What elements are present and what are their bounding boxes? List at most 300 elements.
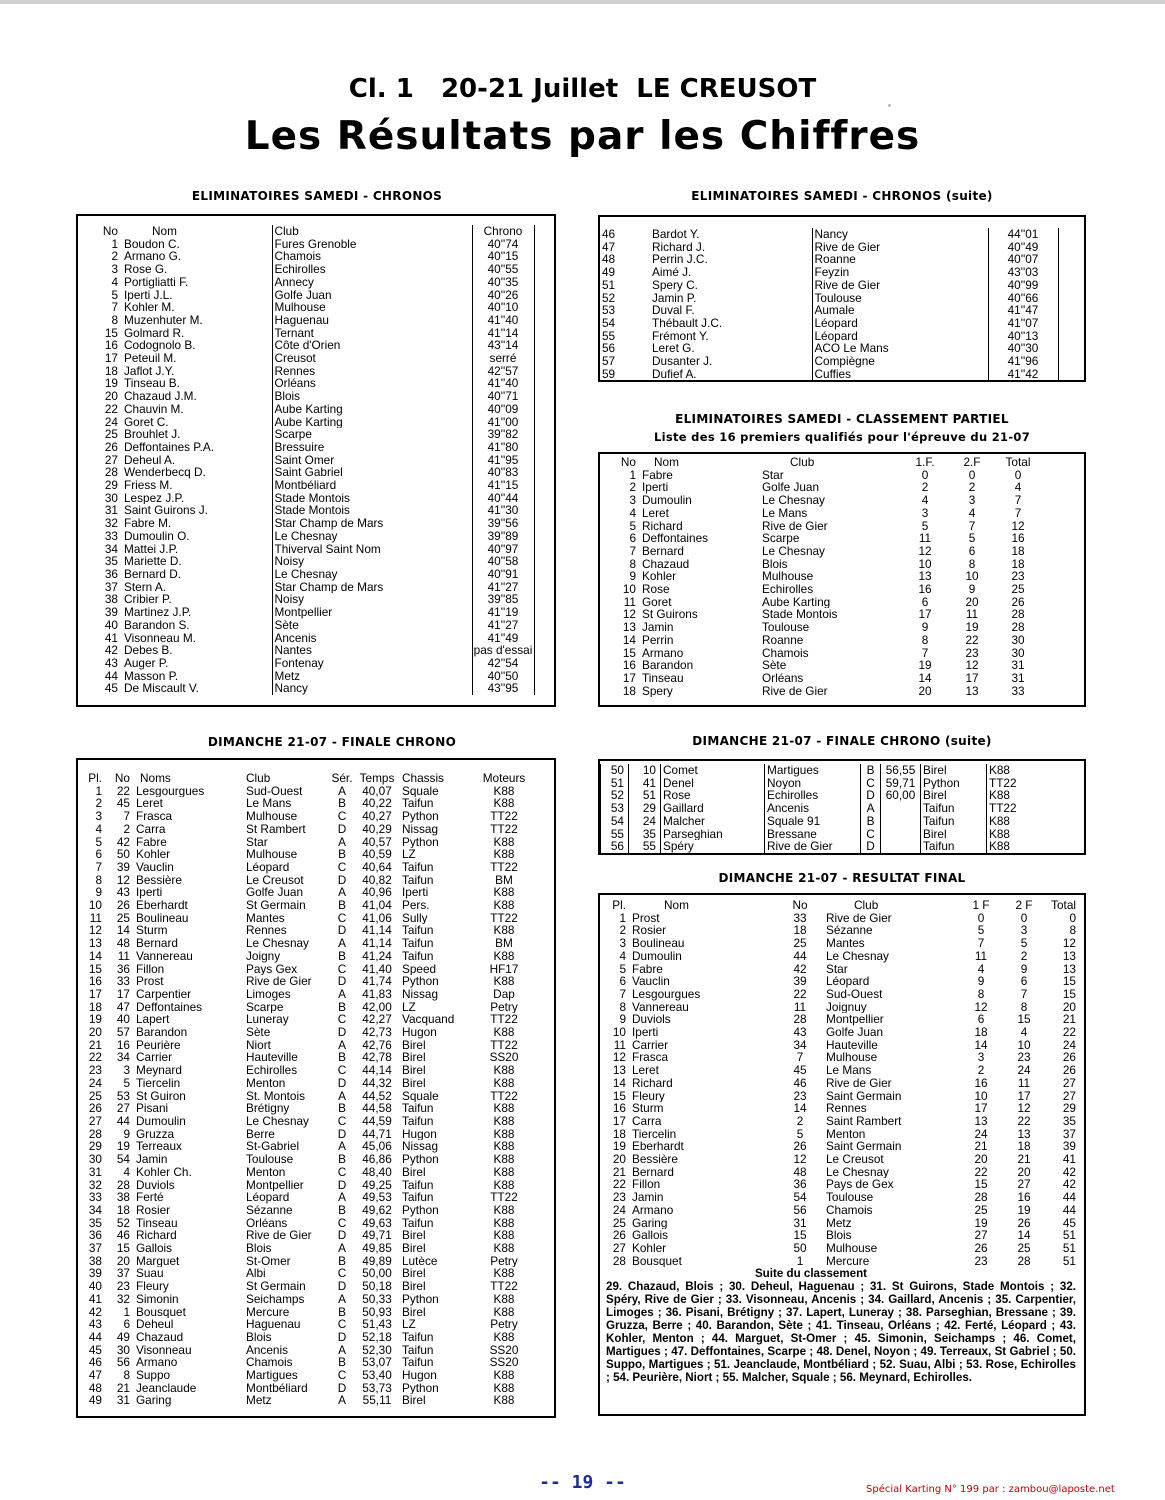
- page-title: Les Résultats par les Chiffres: [244, 114, 921, 159]
- table-row: [78, 1382, 554, 1395]
- table-row: [600, 1153, 1084, 1166]
- table-row: [78, 1051, 554, 1064]
- table-cell: Sully: [402, 911, 428, 925]
- table-cell: 14: [1017, 1229, 1031, 1242]
- table-cell: 44: [88, 1330, 102, 1344]
- table-cell: 20: [974, 1153, 988, 1166]
- table-row: [78, 606, 554, 619]
- table-cell: 11: [613, 1038, 626, 1052]
- table-cell: K88: [493, 1229, 515, 1243]
- table-cell: Ancenis: [765, 802, 861, 815]
- print-speck: [888, 104, 891, 107]
- table-cell: 25: [974, 1203, 988, 1217]
- table-cell: Carra: [632, 1114, 662, 1128]
- table-cell: Sète: [246, 1026, 271, 1039]
- table-cell: 43''95: [472, 682, 534, 695]
- table-cell: 6: [1020, 975, 1028, 988]
- table-row: [78, 924, 554, 937]
- table-cell: Ancenis: [246, 1343, 288, 1357]
- table-row: [78, 352, 554, 365]
- table-row: [600, 1064, 1084, 1077]
- table-cell: 8: [629, 557, 636, 571]
- table-cell: 49: [88, 1394, 102, 1408]
- table-row: [78, 670, 554, 683]
- table-row: [78, 593, 554, 606]
- table-cell: 54: [793, 1191, 807, 1204]
- table-row: [600, 1001, 1084, 1014]
- table-cell: 48: [793, 1165, 807, 1179]
- table-cell: St-Gabriel: [246, 1140, 300, 1154]
- table-row: [600, 355, 1084, 368]
- table-cell: Friess M.: [124, 479, 173, 492]
- table-cell: 18: [104, 364, 118, 378]
- table-cell: Leret G.: [652, 342, 695, 356]
- table-cell: Le Mans: [246, 797, 292, 811]
- table-cell: Noisy: [272, 555, 472, 568]
- table-cell: 20: [1062, 1000, 1076, 1014]
- table-cell: Bressane: [765, 828, 861, 841]
- table-cell: SS20: [489, 1343, 519, 1357]
- table-row: [600, 330, 1084, 343]
- table-cell-spacer: [1058, 368, 1084, 381]
- table-cell: 20: [104, 390, 118, 403]
- table-cell: Echirolles: [272, 263, 472, 276]
- table-cell: Lesgourgues: [136, 784, 205, 798]
- table-cell: Duviols: [136, 1178, 175, 1192]
- table-cell: 55: [629, 840, 661, 853]
- table-cell: 25: [1011, 583, 1025, 596]
- table-cell: K88: [987, 789, 1049, 802]
- table-cell: SS20: [489, 1051, 519, 1065]
- table-cell: 40''35: [472, 276, 534, 289]
- table-cell: Chamois: [272, 250, 472, 263]
- table-cell: 8: [1069, 924, 1076, 938]
- table-cell: 44: [793, 949, 807, 963]
- table-cell: C: [337, 1013, 347, 1027]
- table-cell: 44: [1062, 1191, 1076, 1204]
- table-cell: 46: [88, 1356, 102, 1370]
- table-cell: 41: [104, 631, 118, 645]
- table-cell: C: [337, 911, 347, 925]
- table-cell: 42: [1062, 1178, 1076, 1192]
- table-cell: Peurière: [136, 1038, 181, 1052]
- table-cell: 42,27: [362, 1013, 392, 1027]
- table-cell: Iperti: [642, 481, 669, 495]
- table-cell: 30: [1011, 646, 1025, 660]
- table-cell: Perrin J.C.: [652, 253, 708, 267]
- table-cell: Pl.: [612, 899, 626, 912]
- table-cell: B: [338, 1254, 346, 1268]
- table-cell: 31: [116, 1394, 130, 1408]
- table-cell: 3: [123, 1064, 130, 1077]
- table-cell: 23: [1011, 570, 1025, 584]
- table-cell: Montpellier: [246, 1178, 304, 1192]
- table-cell: 33: [116, 975, 130, 988]
- table-row: [78, 1204, 554, 1217]
- table-cell: 37: [1062, 1127, 1076, 1141]
- table-cell: 51: [601, 777, 629, 790]
- table-cell: 9: [968, 583, 976, 596]
- table-cell: 43: [88, 1318, 102, 1331]
- table-row: [78, 1090, 554, 1103]
- table-cell: Birel: [402, 1267, 426, 1281]
- table-cell: 0: [1069, 911, 1076, 925]
- table-cell: Birel: [921, 789, 987, 802]
- table-cell: 41,06: [362, 911, 392, 925]
- table-cell: Duviols: [632, 1013, 671, 1027]
- table-cell: 40,07: [362, 784, 392, 798]
- table-cell: 23: [88, 1064, 102, 1077]
- table-cell: 52: [601, 789, 629, 802]
- table-cell: [881, 840, 921, 853]
- table-cell: 20: [116, 1254, 130, 1268]
- table-cell: 33: [88, 1191, 102, 1204]
- table-cell: Blois: [246, 1242, 272, 1255]
- table-cell: 40''10: [472, 301, 534, 314]
- table-row: [78, 963, 554, 976]
- table-cell: TT22: [490, 1038, 518, 1052]
- table-cell: K88: [493, 797, 515, 811]
- table-row: [600, 1191, 1084, 1204]
- table-cell: 48,40: [362, 1165, 392, 1179]
- table-cell: 5: [977, 924, 985, 938]
- table-cell: 33: [793, 911, 807, 925]
- table-cell: 40,57: [362, 835, 392, 849]
- table-cell: B: [338, 1102, 346, 1115]
- table-cell: 4: [619, 949, 626, 963]
- table-cell: 26: [116, 899, 130, 912]
- table-cell: Menton: [246, 1076, 286, 1090]
- table-row: [78, 377, 554, 390]
- table-cell: Total: [1005, 456, 1031, 469]
- table-cell-spacer: [534, 670, 554, 683]
- table-cell: 13: [974, 1114, 988, 1128]
- table-cell: B: [338, 797, 346, 811]
- table-cell: 57: [602, 355, 616, 368]
- table-cell: serré: [472, 352, 534, 365]
- table-cell: Pays de Gex: [826, 1178, 894, 1192]
- table-row: [600, 1204, 1084, 1217]
- table-cell: Mulhouse: [826, 1241, 878, 1255]
- table-cell: 19: [965, 621, 979, 634]
- table-cell: 28: [104, 466, 118, 480]
- table-row: [78, 339, 554, 352]
- table-cell: Pays Gex: [246, 962, 298, 976]
- table-cell: Scarpe: [272, 428, 472, 441]
- table-row: [78, 1191, 554, 1204]
- table-cell: Garing: [136, 1394, 172, 1408]
- table-cell: Fillon: [136, 962, 165, 976]
- table-cell: 10: [612, 1026, 626, 1039]
- table-cell: Léopard: [812, 317, 988, 330]
- table-cell: 7: [1014, 506, 1022, 520]
- table-cell: 42''57: [472, 365, 534, 378]
- table-cell: 2: [921, 481, 929, 495]
- heading-resultat-final: DIMANCHE 21-07 - RESULTAT FINAL: [718, 871, 966, 885]
- table-cell-spacer: [534, 263, 554, 276]
- table-row: [600, 988, 1084, 1001]
- table-cell: Montpellier: [272, 606, 472, 619]
- table-cell-spacer: [1058, 253, 1084, 266]
- table-row: [78, 899, 554, 912]
- table-cell: 12: [622, 608, 636, 622]
- table-cell: Annecy: [272, 276, 472, 289]
- table-cell: Kohler M.: [124, 301, 175, 314]
- table-cell: 13: [1017, 1127, 1031, 1141]
- table-cell: 44,14: [362, 1064, 392, 1077]
- table-cell: Python: [402, 1203, 439, 1217]
- table-cell: 28: [1011, 608, 1025, 622]
- table-cell: Toulouse: [812, 292, 988, 305]
- table-cell: Star Champ de Mars: [272, 517, 472, 530]
- table-cell: Carrier: [136, 1051, 173, 1065]
- table-cell: 26: [612, 1229, 626, 1242]
- table-row: [78, 301, 554, 314]
- table-row: [600, 481, 1084, 494]
- table-cell: 4: [977, 962, 985, 976]
- table-row: [600, 342, 1084, 355]
- table-cell: 39''56: [472, 517, 534, 530]
- table-cell: 41,74: [362, 975, 392, 988]
- table-cell: Scarpe: [246, 1000, 284, 1014]
- table-row: [78, 975, 554, 988]
- table-cell: 8: [1020, 1000, 1028, 1014]
- page-number: -- 19 --: [539, 1472, 626, 1493]
- table-row: [600, 368, 1084, 381]
- table-cell: 27: [1017, 1178, 1031, 1192]
- table-cell: Golmard R.: [124, 326, 185, 340]
- table-cell: Birel: [402, 1280, 426, 1293]
- table-cell: 17: [88, 987, 102, 1001]
- table-cell: 1.F.: [915, 456, 935, 469]
- subheading-elim-classement: Liste des 16 premiers qualifiés pour l'épreuve du 21-07: [653, 430, 1031, 444]
- table-cell: Rose G.: [124, 263, 168, 276]
- table-cell: 18: [793, 924, 807, 938]
- table-cell: C: [337, 810, 347, 823]
- table-cell: 11: [89, 911, 102, 925]
- table-cell: 12: [1062, 937, 1076, 950]
- table-cell: 44,52: [362, 1089, 392, 1103]
- table-cell: Garing: [632, 1216, 668, 1230]
- table-cell: 54: [116, 1153, 130, 1166]
- table-cell: A: [338, 1140, 346, 1154]
- table-cell: Vannereau: [632, 1000, 689, 1014]
- table-row: [600, 570, 1084, 583]
- table-cell: Dap: [493, 987, 515, 1001]
- table-cell: 18: [622, 684, 636, 698]
- table-cell: Mantes: [246, 911, 285, 925]
- table-cell: 6: [123, 1318, 130, 1331]
- table-cell: Club: [790, 456, 815, 469]
- table-cell: K88: [493, 1076, 515, 1090]
- table-cell: 11: [1017, 1076, 1031, 1090]
- table-row: [78, 1102, 554, 1115]
- table-cell: 2: [619, 924, 626, 938]
- table-cell: Goret C.: [124, 415, 169, 429]
- table-cell: 7: [1020, 987, 1028, 1001]
- table-cell: 40''91: [472, 568, 534, 581]
- table-cell: Hauteville: [826, 1038, 878, 1052]
- table-cell: Duval F.: [652, 304, 695, 317]
- table-row: [78, 848, 554, 861]
- table-cell: Spery C.: [652, 278, 698, 292]
- table-cell: 9: [921, 621, 929, 634]
- table-row: [78, 365, 554, 378]
- table-cell: Tinseau: [642, 671, 684, 685]
- table-cell: 56,55: [881, 764, 921, 777]
- table-cell: 23: [965, 646, 979, 660]
- table-cell: Python: [402, 1381, 439, 1395]
- table-row: [78, 454, 554, 467]
- table-cell: 0: [968, 468, 976, 482]
- table-cell: Sète: [762, 659, 787, 672]
- table-cell: K88: [493, 1394, 515, 1408]
- table-cell: 16: [1017, 1191, 1031, 1204]
- table-cell: 14: [622, 633, 636, 647]
- table-cell: Chrono: [472, 225, 534, 238]
- table-cell: 34: [116, 1051, 130, 1065]
- table-cell: 23: [116, 1280, 130, 1293]
- table-row: [78, 289, 554, 302]
- table-cell: Rosier: [632, 924, 667, 938]
- table-cell: 14: [918, 671, 932, 685]
- table-row: [78, 581, 554, 594]
- table-row: [600, 292, 1084, 305]
- table-cell: 12: [1017, 1102, 1031, 1115]
- table-cell: Léopard: [826, 975, 870, 988]
- table-cell: K88: [493, 924, 515, 938]
- table-cell: 18: [88, 1000, 102, 1014]
- table-cell: 41''49: [472, 632, 534, 645]
- table-cell: Le Creusot: [826, 1153, 884, 1166]
- table-cell: 1: [619, 911, 626, 925]
- table-cell: Birel: [402, 1242, 426, 1255]
- table-cell: TT22: [490, 822, 518, 836]
- table-cell: Portigliatti F.: [124, 275, 189, 289]
- table-cell-spacer: [534, 365, 554, 378]
- table-cell: 9: [123, 1127, 130, 1141]
- table-cell: C: [337, 1267, 347, 1281]
- table-cell: Armano: [136, 1356, 178, 1370]
- table-cell: 41: [629, 777, 661, 790]
- table-cell: 10: [88, 899, 102, 912]
- table-cell: 3: [629, 494, 636, 507]
- table-row: [78, 1153, 554, 1166]
- table-cell: 27: [104, 453, 118, 467]
- table-cell: 37: [104, 580, 118, 594]
- table-cell: Tiercelin: [632, 1127, 677, 1141]
- table-cell: 6: [95, 848, 102, 861]
- table-row: [78, 682, 554, 695]
- table-cell: ACO Le Mans: [812, 342, 988, 355]
- table-cell: Rive de Gier: [246, 1229, 312, 1243]
- table-cell: 27: [116, 1102, 130, 1115]
- table-cell: 54: [601, 815, 629, 828]
- table-cell: K88: [493, 886, 515, 900]
- table-cell: 56: [793, 1203, 807, 1217]
- table-cell: 28: [88, 1127, 102, 1141]
- table-cell: 46: [602, 228, 616, 241]
- table-cell: Taifun: [921, 802, 987, 815]
- table-cell: Golfe Juan: [272, 289, 472, 302]
- table-cell: Club: [272, 225, 472, 238]
- table-cell: 22: [974, 1165, 988, 1179]
- table-cell-spacer: [534, 301, 554, 314]
- table-cell: Rose: [642, 583, 670, 596]
- table-cell-spacer: [1058, 241, 1084, 254]
- table-cell: Le Chesnay: [272, 530, 472, 543]
- table-row: [78, 810, 554, 823]
- table-cell: Lespez J.P.: [124, 491, 185, 505]
- table-cell: 44: [1062, 1203, 1076, 1217]
- table-cell: 1: [123, 1305, 130, 1319]
- table-row: [78, 1229, 554, 1242]
- table-cell: Goret: [642, 595, 672, 609]
- table-cell: 30: [88, 1153, 102, 1166]
- table-cell: Sézanne: [246, 1203, 293, 1217]
- table-cell: 9: [1020, 962, 1028, 976]
- table-cell: C: [337, 1369, 347, 1382]
- table-cell: Kohler: [642, 570, 677, 584]
- table-cell: 42,78: [362, 1051, 392, 1065]
- table-cell: Rive de Gier: [246, 975, 312, 988]
- table-cell: A: [338, 1394, 346, 1408]
- table-cell: Hugon: [402, 1127, 437, 1141]
- table-cell: 2: [95, 797, 102, 811]
- table-cell: Luneray: [246, 1013, 289, 1027]
- table-cell: Spery: [642, 684, 673, 698]
- table-cell: 3: [977, 1051, 985, 1065]
- table-row: [78, 543, 554, 556]
- table-cell: 49: [116, 1330, 130, 1344]
- table-cell: 54: [602, 316, 616, 330]
- table-cell-spacer: [534, 377, 554, 390]
- table-cell: 31: [88, 1165, 102, 1179]
- table-cell: Bousquet: [136, 1305, 186, 1319]
- table-cell: TT22: [490, 911, 518, 925]
- table-cell: 57: [116, 1026, 130, 1039]
- table-cell: 18: [116, 1203, 130, 1217]
- table-cell: Star: [762, 468, 784, 482]
- table-cell: Albi: [246, 1267, 266, 1281]
- table-cell: Le Chesnay: [246, 1114, 309, 1128]
- table-cell: Frémont Y.: [652, 329, 709, 343]
- table-cell: 32: [104, 517, 118, 530]
- elim-classement-table: [598, 452, 1086, 707]
- table-cell: 50,00: [362, 1267, 392, 1281]
- table-cell: 4: [95, 822, 102, 836]
- table-row: [78, 644, 554, 657]
- table-cell: 41''42: [988, 368, 1058, 381]
- table-cell: 39: [88, 1267, 102, 1281]
- table-cell: Parseghian: [661, 828, 765, 841]
- table-row: [78, 785, 554, 798]
- table-cell: Prost: [136, 975, 164, 988]
- table-cell: Taifun: [402, 1216, 434, 1230]
- table-row: [600, 1140, 1084, 1153]
- table-cell: 13: [1062, 962, 1076, 976]
- table-cell: Squale: [402, 1089, 439, 1103]
- table-cell: 8: [95, 873, 102, 887]
- table-cell: Kohler: [136, 848, 171, 861]
- table-cell: 7: [111, 301, 118, 314]
- table-row: [78, 504, 554, 517]
- table-row: [600, 1077, 1084, 1090]
- table-cell-spacer: [534, 225, 554, 238]
- table-cell: 36: [104, 567, 118, 581]
- table-row: [78, 250, 554, 263]
- table-row: [600, 1026, 1084, 1039]
